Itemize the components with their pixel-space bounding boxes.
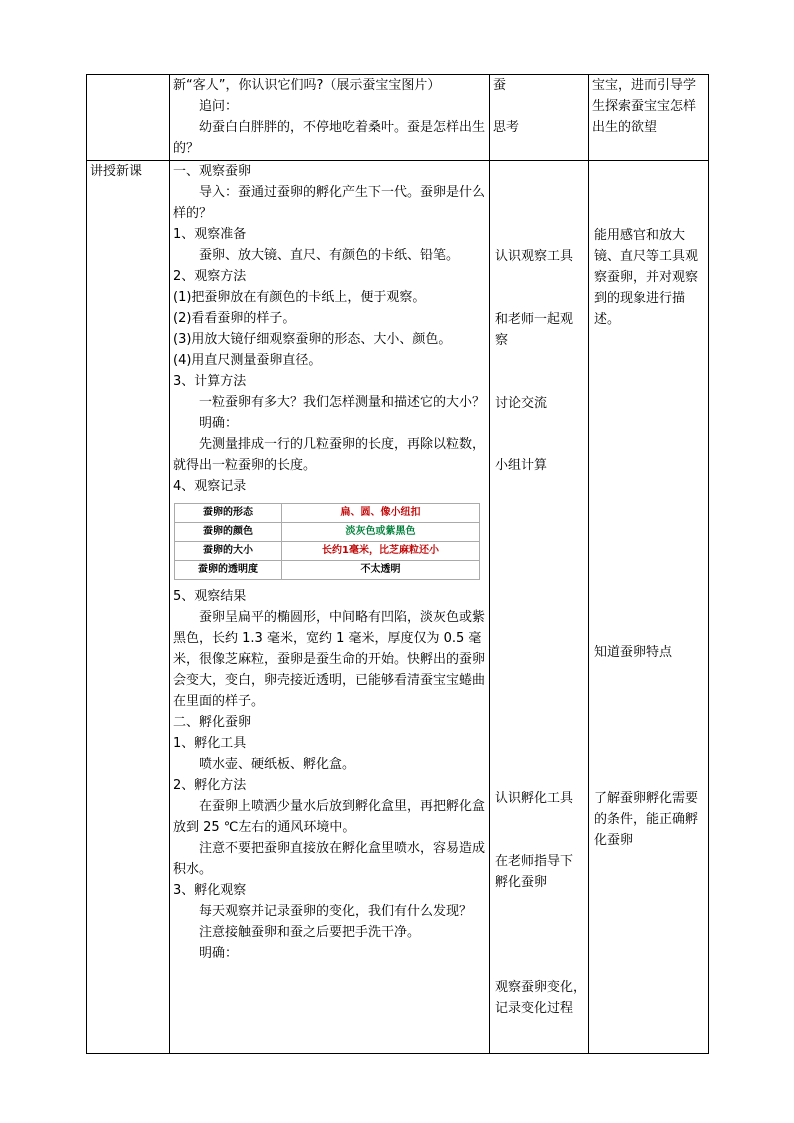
lesson-plan-table <box>86 74 709 1054</box>
text-line: 蚕卵呈扁平的椭圆形，中间略有凹陷，淡灰色或紫黑色，长约 1.3 毫米，宽约 1 毫米，厚度仅为 0.5 毫米，很像芝麻粒，蚕卵是蚕生命的开始。快孵出的蚕卵会变大，变白，卵壳接近透明，已能够看清蚕宝宝蜷曲在里面的样子。 <box>173 610 486 709</box>
content-cell <box>170 161 490 1054</box>
table-row <box>175 523 480 542</box>
section-cell <box>87 161 170 1054</box>
record-value: 长约1毫米，比芝麻粒还小 <box>282 542 480 561</box>
text-line: 宝宝，进而引导学生探索蚕宝宝怎样出生的欲望 <box>592 78 697 135</box>
student-cell <box>490 161 589 1054</box>
record-value: 扁、圆、像小纽扣 <box>282 504 480 523</box>
text-line: 追问： <box>199 99 239 114</box>
text-line: 明确： <box>199 946 239 961</box>
student-activity: 和老师一起观察 <box>495 312 574 348</box>
list-item: (2)看看蚕卵的样子。 <box>173 311 296 326</box>
text-line: 喷水壶、硬纸板、孵化盒。 <box>199 757 356 772</box>
subheading: 5、观察结果 <box>173 589 247 604</box>
text-line: 导入：蚕通过蚕卵的孵化产生下一代。蚕卵是什么样的？ <box>173 185 486 221</box>
text-line: 注意接触蚕卵和蚕之后要把手洗干净。 <box>199 925 421 940</box>
list-item: (1)把蚕卵放在有颜色的卡纸上，便于观察。 <box>173 290 426 305</box>
student-activity: 在老师指导下孵化蚕卵 <box>495 854 574 890</box>
text-line: 注意不要把蚕卵直接放在孵化盒里喷水，容易造成积水。 <box>173 841 486 877</box>
table-row <box>175 561 480 580</box>
student-cell <box>490 75 589 161</box>
record-value: 淡灰色或紫黑色 <box>282 523 480 542</box>
student-activity: 讨论交流 <box>495 396 548 411</box>
subheading: 1、孵化工具 <box>173 736 247 751</box>
text-line: 明确： <box>199 416 239 431</box>
table-row <box>175 504 480 523</box>
table-row <box>87 75 709 161</box>
text-line: 先测量排成一行的几粒蚕卵的长度，再除以粒数，就得出一粒蚕卵的长度。 <box>173 437 486 473</box>
record-key: 蚕卵的颜色 <box>175 523 282 542</box>
student-activity: 认识孵化工具 <box>495 791 574 806</box>
text-line: 思考 <box>493 120 520 135</box>
subheading: 4、观察记录 <box>173 479 247 494</box>
section-cell-empty <box>87 75 170 161</box>
student-activity: 小组计算 <box>495 458 548 473</box>
heading: 二、孵化蚕卵 <box>173 715 252 730</box>
record-key: 蚕卵的形态 <box>175 504 282 523</box>
table-row <box>87 161 709 1054</box>
content-cell <box>170 75 490 161</box>
text-line: 在蚕卵上喷洒少量水后放到孵化盒里，再把孵化盒放到 25 ℃左右的通风环境中。 <box>173 799 486 835</box>
subheading: 3、孵化观察 <box>173 883 247 898</box>
observation-record-table <box>174 503 480 580</box>
subheading: 2、观察方法 <box>173 269 247 284</box>
student-activity: 认识观察工具 <box>495 249 574 264</box>
record-key: 蚕卵的透明度 <box>175 561 282 580</box>
list-item: (4)用直尺测量蚕卵直径。 <box>173 353 322 368</box>
design-intent: 了解蚕卵孵化需要的条件，能正确孵化蚕卵 <box>594 791 699 848</box>
student-activity: 观察蚕卵变化，记录变化过程 <box>495 980 587 1016</box>
subheading: 2、孵化方法 <box>173 778 247 793</box>
intent-cell <box>589 161 709 1054</box>
table-row <box>175 542 480 561</box>
subheading: 1、观察准备 <box>173 227 247 242</box>
design-intent: 能用感官和放大镜、直尺等工具观察蚕卵，并对观察到的现象进行描述。 <box>594 228 699 327</box>
list-item: (3)用放大镜仔细观察蚕卵的形态、大小、颜色。 <box>173 332 452 347</box>
text-line: 每天观察并记录蚕卵的变化，我们有什么发现？ <box>199 904 473 919</box>
record-value: 不太透明 <box>282 561 480 580</box>
text-line: 新“客人”，你认识它们吗?（展示蚕宝宝图片） <box>173 78 441 93</box>
heading: 一、观察蚕卵 <box>173 164 252 179</box>
subheading: 3、计算方法 <box>173 374 247 389</box>
intent-cell <box>589 75 709 161</box>
section-label: 讲授新课 <box>90 164 143 179</box>
design-intent: 知道蚕卵特点 <box>594 645 673 660</box>
text-line: 蚕卵、放大镜、直尺、有颜色的卡纸、铅笔。 <box>199 248 460 263</box>
record-key: 蚕卵的大小 <box>175 542 282 561</box>
text-line: 一粒蚕卵有多大？我们怎样测量和描述它的大小？ <box>199 395 486 410</box>
text-line: 幼蚕白白胖胖的，不停地吃着桑叶。蚕是怎样出生的？ <box>173 120 486 156</box>
text-line: 蚕 <box>493 78 507 93</box>
